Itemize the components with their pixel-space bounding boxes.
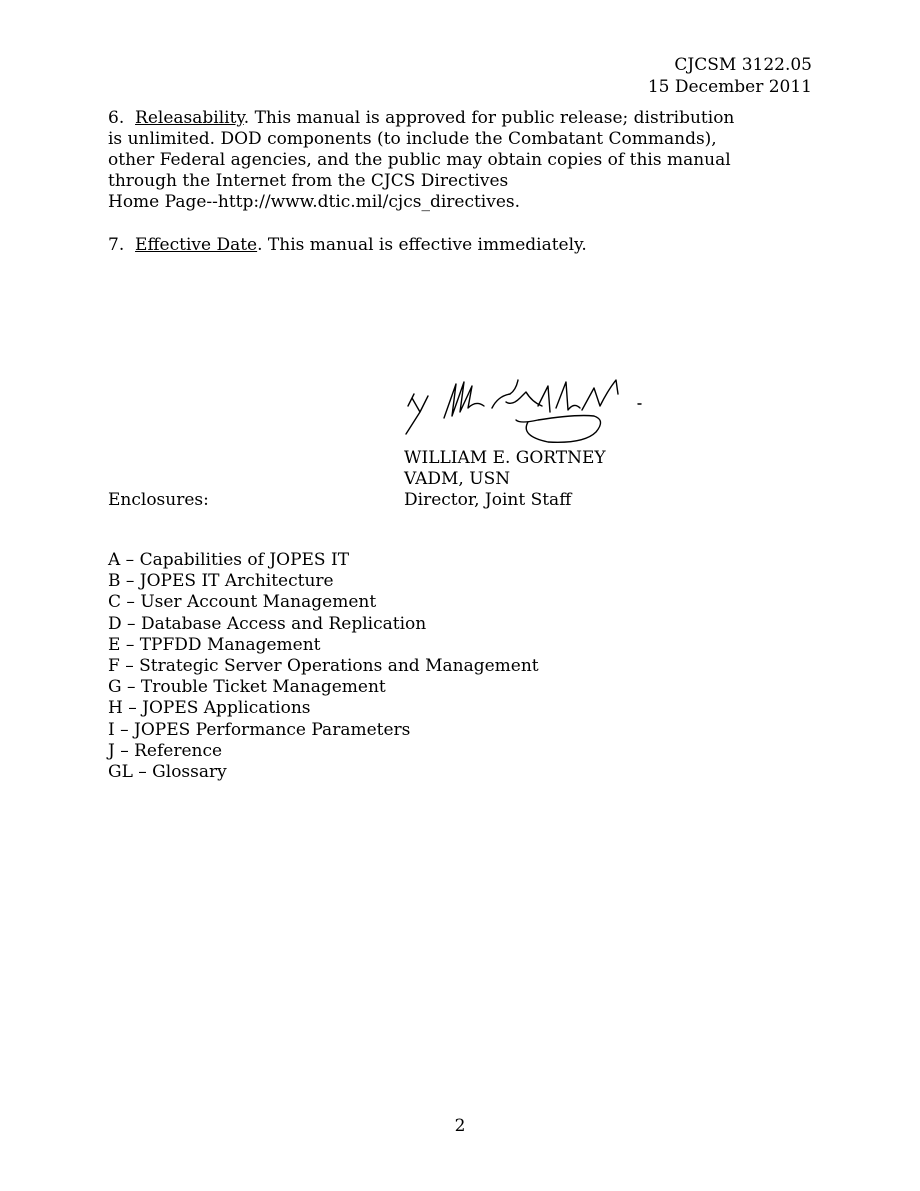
paragraph-line xyxy=(108,235,788,256)
paragraph-text: . This manual is approved for public release; distribution xyxy=(243,108,735,128)
enclosure-list xyxy=(108,550,539,783)
signer-name: WILLIAM E. GORTNEY xyxy=(404,448,606,468)
paragraph-line: through the Internet from the CJCS Directives xyxy=(108,171,509,191)
document-id: CJCSM 3122.05 xyxy=(674,55,812,75)
enclosure-item: F – Strategic Server Operations and Management xyxy=(108,656,539,677)
paragraph-effective-date xyxy=(108,235,788,256)
signer-title: Director, Joint Staff xyxy=(404,490,572,510)
enclosure-item: H – JOPES Applications xyxy=(108,698,311,719)
enclosure-item: GL – Glossary xyxy=(108,762,227,783)
paragraph-text: . This manual is effective immediately. xyxy=(257,235,587,255)
paragraph-line xyxy=(108,108,788,129)
signature-block xyxy=(404,448,606,511)
paragraph-line: other Federal agencies, and the public may obtain copies of this manual xyxy=(108,150,731,170)
paragraph-heading: Releasability xyxy=(135,108,244,128)
signer-rank: VADM, USN xyxy=(404,469,511,489)
enclosure-item: G – Trouble Ticket Management xyxy=(108,677,386,698)
enclosure-item: A – Capabilities of JOPES IT xyxy=(108,550,350,570)
page-number: 2 xyxy=(454,1116,466,1136)
paragraph-number: 6. xyxy=(108,108,125,128)
enclosure-item: E – TPFDD Management xyxy=(108,634,321,655)
document-date: 15 December 2011 xyxy=(647,77,812,97)
paragraph-line: is unlimited. DOD components (to include the Combatant Commands), xyxy=(108,129,717,149)
enclosure-item: D – Database Access and Replication xyxy=(108,613,427,634)
enclosure-item: C – User Account Management xyxy=(108,592,377,613)
enclosure-item: I – JOPES Performance Parameters xyxy=(108,719,411,740)
paragraph-line: Home Page--http://www.dtic.mil/cjcs_directives. xyxy=(108,192,521,212)
enclosures-label: Enclosures: xyxy=(108,490,209,510)
enclosure-item: B – JOPES IT Architecture xyxy=(108,571,334,592)
handwritten-signature xyxy=(398,372,648,448)
document-header xyxy=(648,54,812,98)
paragraph-releasability xyxy=(108,108,788,213)
enclosure-item: J – Reference xyxy=(108,740,223,761)
paragraph-number: 7. xyxy=(108,235,125,255)
paragraph-heading: Effective Date xyxy=(135,235,258,255)
